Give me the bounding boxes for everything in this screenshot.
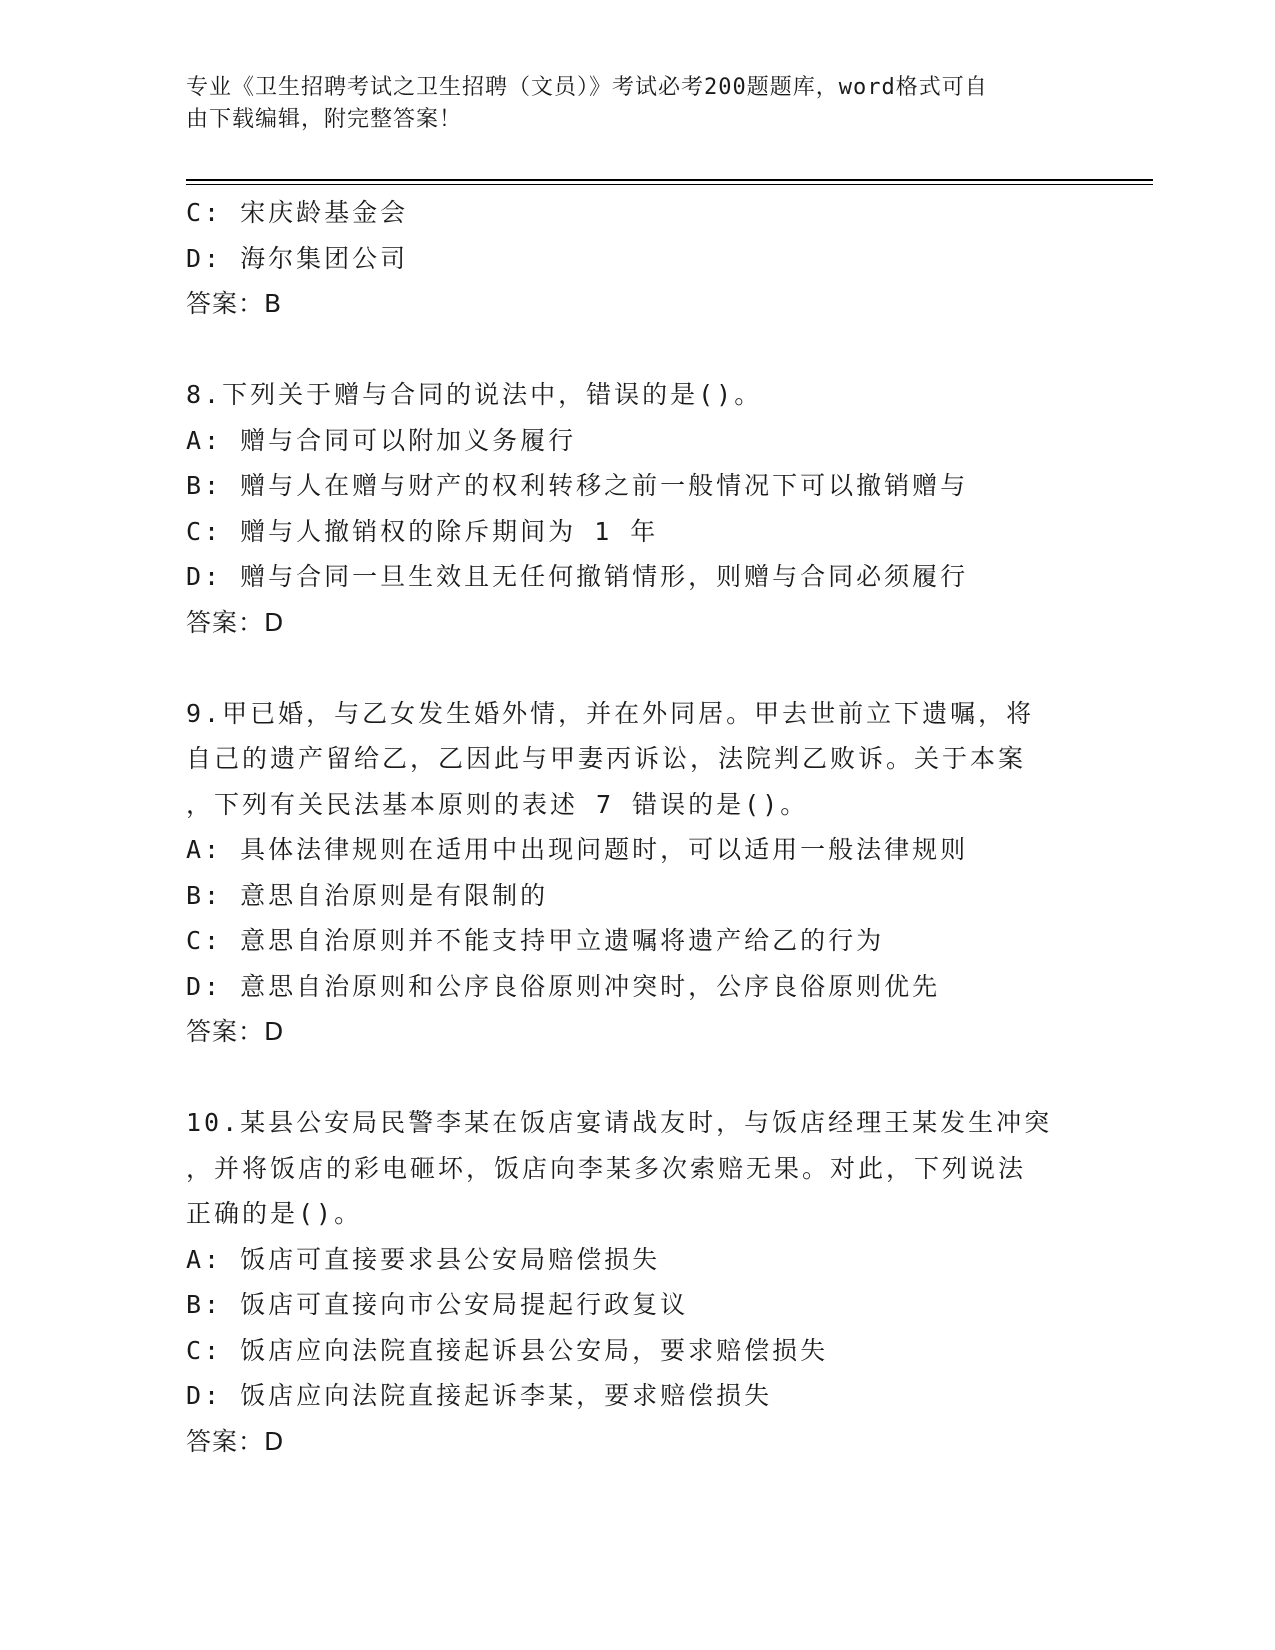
question-10 <box>186 1100 1086 1464</box>
q8-option-c: C: 赠与人撤销权的除斥期间为 1 年 <box>186 516 659 546</box>
q10-option-b: B: 饭店可直接向市公安局提起行政复议 <box>186 1290 689 1319</box>
q8-option-d: D: 赠与合同一旦生效且无任何撤销情形，则赠与合同必须履行 <box>186 562 969 591</box>
q10-answer: 答案：D <box>186 1426 285 1456</box>
q8-answer: 答案：D <box>186 607 285 637</box>
q10-stem-line-2: ，并将饭店的彩电砸坏，饭店向李某多次索赔无果。对此，下列说法 <box>186 1153 1027 1183</box>
q8-option-a: A: 赠与合同可以附加义务履行 <box>186 425 577 455</box>
q9-option-c: C: 意思自治原则并不能支持甲立遗嘱将遗产给乙的行为 <box>186 926 885 955</box>
question-content <box>186 190 1086 1464</box>
header-divider-thin <box>186 184 1153 185</box>
document-header <box>186 72 1066 136</box>
q9-stem-line-1: 9.甲已婚，与乙女发生婚外情，并在外同居。甲去世前立下遗嘱，将 <box>186 698 1035 728</box>
q9-stem-line-3: ，下列有关民法基本原则的表述 7 错误的是()。 <box>186 789 809 819</box>
q9-option-d: D: 意思自治原则和公序良俗原则冲突时，公序良俗原则优先 <box>186 971 941 1001</box>
q10-option-c: C: 饭店应向法院直接起诉县公安局，要求赔偿损失 <box>186 1335 829 1365</box>
q8-stem: 8.下列关于赠与合同的说法中，错误的是()。 <box>186 380 763 409</box>
question-7-remainder <box>186 190 1086 327</box>
q9-option-b: B: 意思自治原则是有限制的 <box>186 880 549 910</box>
q7-option-c: C: 宋庆龄基金会 <box>186 198 409 227</box>
question-9 <box>186 691 1086 1055</box>
spacer <box>186 645 1086 691</box>
q9-answer: 答案：D <box>186 1017 285 1046</box>
q10-stem-line-1: 10.某县公安局民警李某在饭店宴请战友时，与饭店经理王某发生冲突 <box>186 1108 1053 1137</box>
q9-stem-line-2: 自己的遗产留给乙，乙因此与甲妻丙诉讼，法院判乙败诉。关于本案 <box>186 744 1027 773</box>
question-8 <box>186 372 1086 645</box>
spacer <box>186 1055 1086 1101</box>
q7-option-d: D: 海尔集团公司 <box>186 243 409 273</box>
q9-option-a: A: 具体法律规则在适用中出现问题时，可以适用一般法律规则 <box>186 835 969 864</box>
q8-option-b: B: 赠与人在赠与财产的权利转移之前一般情况下可以撤销赠与 <box>186 471 969 500</box>
header-line-2: 由下载编辑，附完整答案！ <box>186 107 463 132</box>
header-divider-thick <box>186 179 1153 181</box>
header-line-1: 专业《卫生招聘考试之卫生招聘（文员）》考试必考200题题库，word格式可自 <box>186 75 988 100</box>
spacer <box>186 327 1086 373</box>
q10-stem-line-3: 正确的是()。 <box>186 1199 363 1228</box>
q10-option-d: D: 饭店应向法院直接起诉李某，要求赔偿损失 <box>186 1381 773 1410</box>
q10-option-a: A: 饭店可直接要求县公安局赔偿损失 <box>186 1244 661 1274</box>
q7-answer: 答案：B <box>186 289 283 318</box>
